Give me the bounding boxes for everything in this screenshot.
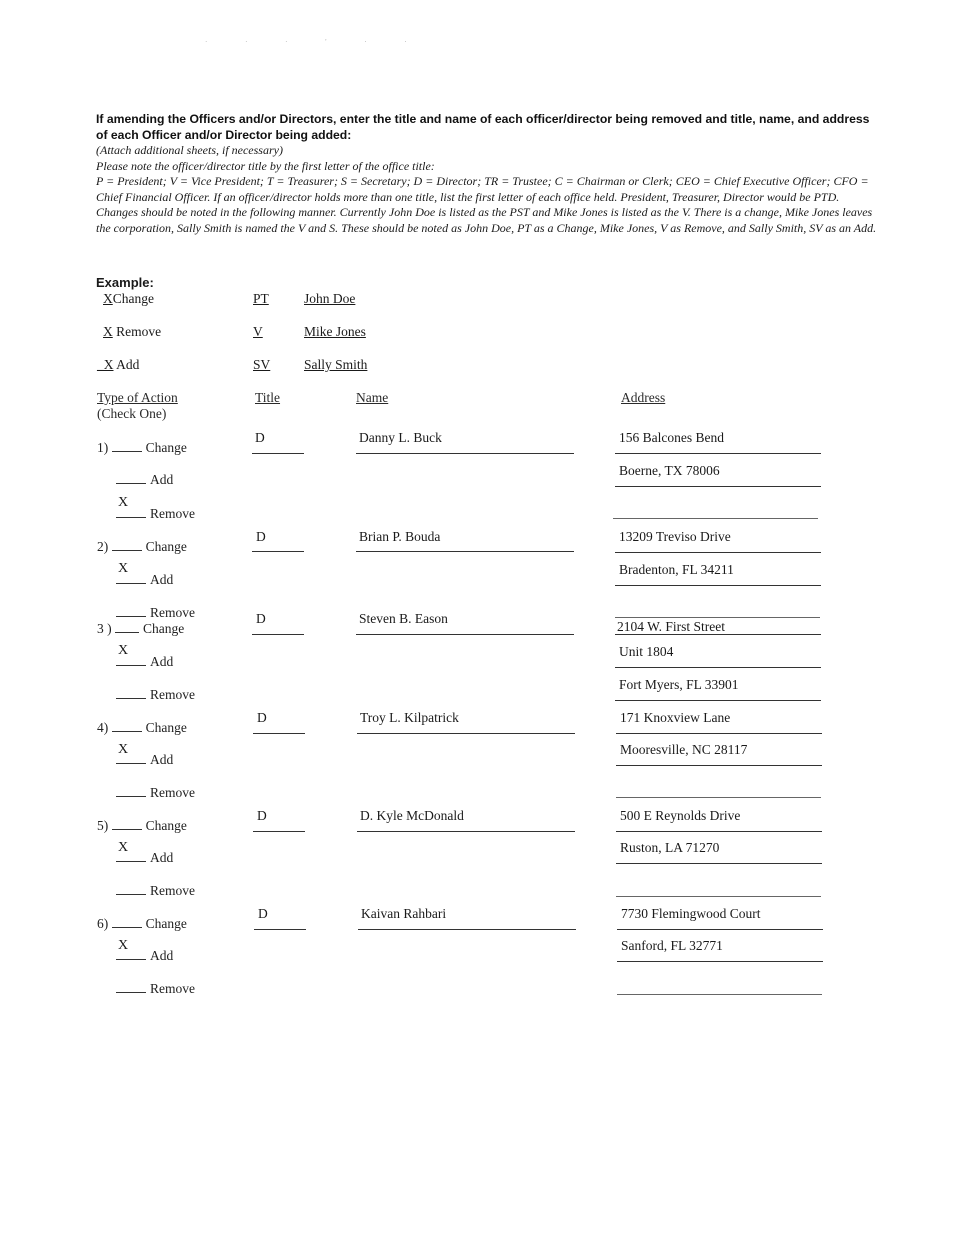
entry-3-remove[interactable]: Remove [116,687,195,703]
entry-4-remove[interactable]: Remove [116,785,195,801]
entry-6-name: Kaivan Rahbari [361,906,447,921]
entry-3-add[interactable]: Add [116,654,173,670]
entry-3-address-line-2: Unit 1804 [619,644,674,659]
entry-6-add[interactable]: Add [116,948,173,964]
scan-specks: · · · ' · · [205,38,425,46]
example-title-v: V [253,324,263,339]
entry-1-title: D [255,430,265,445]
entry-4-add-mark: X [118,742,129,757]
entry-1-name: Danny L. Buck [359,430,442,445]
example-title-sv: SV [253,357,271,372]
entry-3-address-line-3: Fort Myers, FL 33901 [619,677,739,692]
form-instructions-header: If amending the Officers and/or Directors, enter the title and name of each officer/director being removed and title, name, and address of each Officer and/or Director being added: [96,112,870,142]
entry-5-change[interactable]: 5) Change [97,818,187,833]
entry-3-address-line-1: 2104 W. First Street [617,619,726,634]
entry-1-address-line-1: 156 Balcones Bend [619,430,724,445]
entry-3-name: Steven B. Eason [359,611,448,626]
example-row-add: _X Add [97,357,140,372]
column-type-of-action: Type of Action [97,390,178,405]
column-name: Name [356,390,389,405]
entry-4-address-line-1: 171 Knoxview Lane [620,710,731,725]
entry-6-address-line-2: Sanford, FL 32771 [621,938,723,953]
entry-2-address-line-2: Bradenton, FL 34211 [619,562,734,577]
entry-6-address-line-1: 7730 Flemingwood Court [621,906,761,921]
entry-5-remove[interactable]: Remove [116,883,195,899]
entry-2-change[interactable]: 2) Change [97,539,187,554]
title-note: Please note the officer/director title by the first letter of the office title: [96,158,435,173]
entry-4-address-line-2: Mooresville, NC 28117 [620,742,748,757]
attach-note: (Attach additional sheets, if necessary) [96,143,283,157]
entry-4-name: Troy L. Kilpatrick [360,710,459,725]
entry-1-remove-mark: X [118,495,129,510]
entry-4-title: D [257,710,267,725]
column-address: Address [621,390,666,405]
entry-5-address-line-2: Ruston, LA 71270 [620,840,720,855]
entry-3-title: D [256,611,266,626]
entry-6-add-mark: X [118,938,129,953]
column-check-one: (Check One) [97,406,167,421]
entry-2-add[interactable]: Add [116,572,173,588]
change-instructions: Changes should be noted in the following manner. Currently John Doe is listed as the PST and Mike Jones is listed as the V. There is a change, Mike Jones leaves the corporation, Sally Smith is named the V and S. These should be noted as John Doe, PT as a Change, Mike Jones, V as Remove, and Sally Smith, SV as an Add. [96,205,877,235]
entry-2-title: D [256,529,266,544]
column-title: Title [255,390,281,405]
entry-6-change[interactable]: 6) Change [97,916,187,931]
entry-1-add[interactable]: Add [116,472,173,488]
entry-1-remove[interactable]: Remove [116,506,195,522]
entry-1-address-line-2: Boerne, TX 78006 [619,463,720,478]
entry-3-add-mark: X [118,643,129,658]
entry-5-name: D. Kyle McDonald [360,808,464,823]
example-name-john: John Doe [304,291,356,306]
entry-3-change[interactable]: 3 ) Change [97,621,185,636]
entry-6-title: D [258,906,268,921]
entry-5-address-line-1: 500 E Reynolds Drive [620,808,741,823]
example-label: Example: [96,275,154,290]
example-name-sally: Sally Smith [304,357,368,372]
example-row-change: XChange [103,291,154,306]
entry-4-change[interactable]: 4) Change [97,720,187,735]
example-row-remove: X Remove [103,324,162,339]
entry-4-add[interactable]: Add [116,752,173,768]
entry-1-change[interactable]: 1) Change [97,440,187,455]
title-legend: P = President; V = Vice President; T = Treasurer; S = Secretary; D = Director; TR = Trustee; C = Chairman or Clerk; CEO = Chief Executive Officer; CFO = Chief Financial Officer. If an officer/director holds more than one title, list the first letter of each office held. President, Treasurer, Director would be PTD. [96,174,869,204]
entry-2-name: Brian P. Bouda [359,529,441,544]
entry-2-address-line-1: 13209 Treviso Drive [619,529,731,544]
example-name-mike: Mike Jones [304,324,366,339]
entry-5-title: D [257,808,267,823]
entry-2-add-mark: X [118,561,129,576]
entry-2-remove[interactable]: Remove [116,605,195,621]
instructions-block [96,143,882,236]
entry-6-remove[interactable]: Remove [116,981,195,997]
entry-5-add-mark: X [118,840,129,855]
example-title-pt: PT [253,291,269,306]
entry-5-add[interactable]: Add [116,850,173,866]
